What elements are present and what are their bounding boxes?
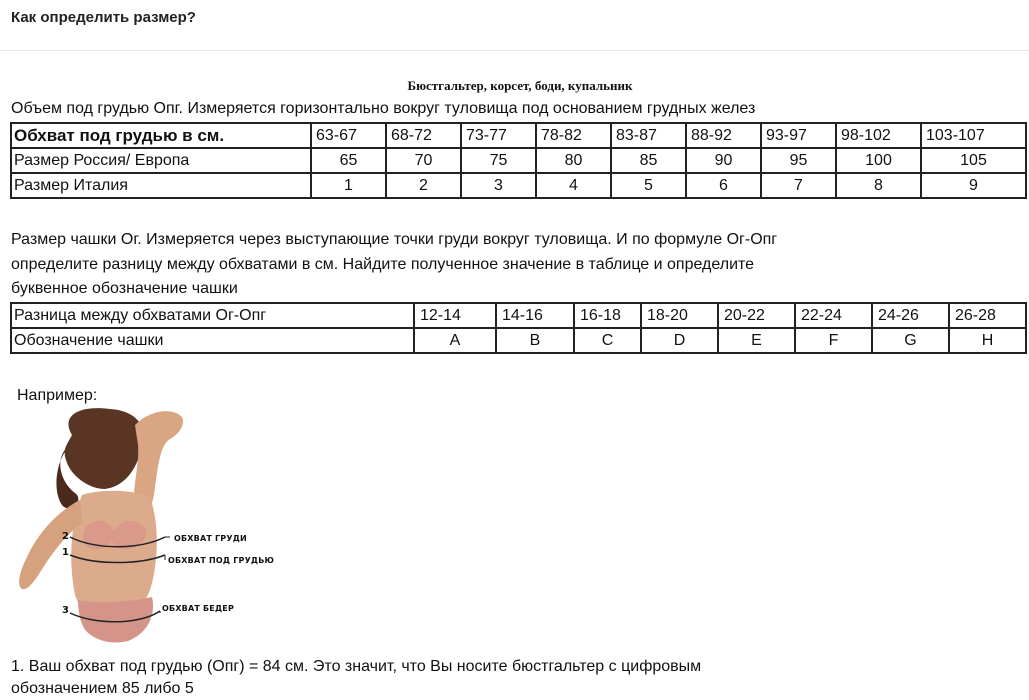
table-cell: 4 bbox=[536, 173, 611, 198]
figure-number: 1 bbox=[62, 547, 69, 558]
table-cell: 103-107 bbox=[921, 123, 1026, 148]
table-row bbox=[11, 123, 1026, 148]
table-cell: 1 bbox=[311, 173, 386, 198]
figure-number: 2 bbox=[62, 531, 69, 542]
section-subtitle: Бюстгальтер, корсет, боди, купальник bbox=[407, 78, 633, 93]
table-cell: A bbox=[414, 328, 496, 353]
table-cell: 16-18 bbox=[574, 303, 641, 328]
table-row bbox=[11, 303, 1026, 328]
table-cell: 26-28 bbox=[949, 303, 1026, 328]
page-header bbox=[0, 0, 1029, 51]
table-cell: 6 bbox=[686, 173, 761, 198]
table-cell: 65 bbox=[311, 148, 386, 173]
table-cell: 93-97 bbox=[761, 123, 836, 148]
cup-description-line: Размер чашки Ог. Измеряется через выступающие точки груди вокруг туловища. И по формуле Ог-Опг bbox=[11, 231, 778, 248]
table-cell: 73-77 bbox=[461, 123, 536, 148]
table-cell: 83-87 bbox=[611, 123, 686, 148]
table-cell: 18-20 bbox=[641, 303, 718, 328]
table-cell: 80 bbox=[536, 148, 611, 173]
table-cell: 95 bbox=[761, 148, 836, 173]
row-header: Обхват под грудью в см. bbox=[11, 123, 311, 148]
table-cell: D bbox=[641, 328, 718, 353]
table-row bbox=[11, 148, 1026, 173]
table-cell: E bbox=[718, 328, 795, 353]
table-cell: F bbox=[795, 328, 872, 353]
figure-number: 3 bbox=[62, 605, 69, 616]
table-cell: 98-102 bbox=[836, 123, 921, 148]
table-cell: 8 bbox=[836, 173, 921, 198]
table-cell: C bbox=[574, 328, 641, 353]
table-cell: 2 bbox=[386, 173, 461, 198]
table-cell: 68-72 bbox=[386, 123, 461, 148]
example-text bbox=[11, 656, 701, 700]
table-cell: 90 bbox=[686, 148, 761, 173]
figure-label-bust: ОБХВАТ ГРУДИ bbox=[174, 534, 247, 543]
figure-label-hips: ОБХВАТ БЕДЕР bbox=[162, 604, 235, 613]
table-cell: 105 bbox=[921, 148, 1026, 173]
table-cell: H bbox=[949, 328, 1026, 353]
table-cell: 12-14 bbox=[414, 303, 496, 328]
table-cell: 22-24 bbox=[795, 303, 872, 328]
table-cell: 20-22 bbox=[718, 303, 795, 328]
size-table bbox=[10, 122, 1027, 199]
row-header: Размер Италия bbox=[11, 173, 311, 198]
underbust-description: Объем под грудью Опг. Измеряется горизонтально вокруг туловища под основанием грудных желез bbox=[11, 100, 756, 117]
table-cell: 14-16 bbox=[496, 303, 574, 328]
table-cell: 63-67 bbox=[311, 123, 386, 148]
cup-description-line: определите разницу между обхватами в см. Найдите полученное значение в таблице и определите bbox=[11, 256, 755, 273]
table-cell: 7 bbox=[761, 173, 836, 198]
table-cell: 78-82 bbox=[536, 123, 611, 148]
row-header: Размер Россия/ Европа bbox=[11, 148, 311, 173]
table-cell: 9 bbox=[921, 173, 1026, 198]
cup-table bbox=[10, 302, 1027, 354]
row-header: Разница между обхватами Ог-Опг bbox=[11, 303, 414, 328]
table-cell: 3 bbox=[461, 173, 536, 198]
page-title: Как определить размер? bbox=[11, 9, 196, 26]
cup-description-line: буквенное обозначение чашки bbox=[11, 280, 238, 297]
figure-label-underbust: ОБХВАТ ПОД ГРУДЬЮ bbox=[168, 556, 275, 565]
table-row bbox=[11, 173, 1026, 198]
row-header: Обозначение чашки bbox=[11, 328, 414, 353]
table-cell: G bbox=[872, 328, 949, 353]
table-cell: 100 bbox=[836, 148, 921, 173]
example-text-line: 1. Ваш обхват под грудью (Опг) = 84 см. Это значит, что Вы носите бюстгальтер с цифровым bbox=[11, 658, 702, 675]
table-cell: 24-26 bbox=[872, 303, 949, 328]
table-cell: 85 bbox=[611, 148, 686, 173]
measurement-figure bbox=[0, 405, 290, 650]
table-cell: 5 bbox=[611, 173, 686, 198]
table-cell: 70 bbox=[386, 148, 461, 173]
table-cell: 75 bbox=[461, 148, 536, 173]
example-text-line: обозначением 85 либо 5 bbox=[11, 680, 194, 697]
table-cell: B bbox=[496, 328, 574, 353]
table-cell: 88-92 bbox=[686, 123, 761, 148]
example-label: Например: bbox=[17, 387, 98, 404]
model-illustration bbox=[0, 405, 290, 650]
table-row bbox=[11, 328, 1026, 353]
